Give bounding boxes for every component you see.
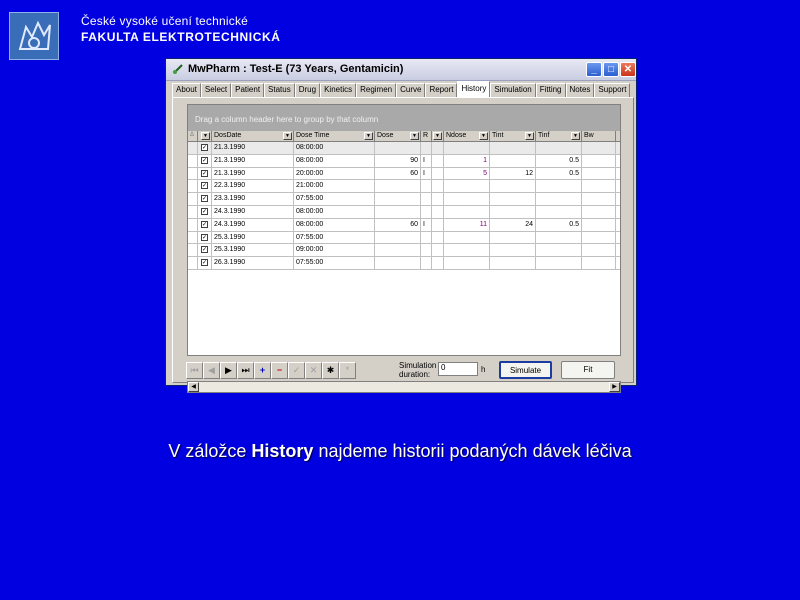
cell-tinf[interactable] <box>536 232 582 244</box>
row-checkbox[interactable]: ✓ <box>202 234 208 241</box>
table-row[interactable] <box>188 142 620 155</box>
cell-tinf[interactable] <box>536 180 582 192</box>
mwpharm-window <box>165 58 637 390</box>
cell-date[interactable]: 22.3.1990 <box>212 180 294 192</box>
cell-bw[interactable] <box>582 244 616 256</box>
column-dropdown-icon[interactable]: ▼ <box>479 132 488 140</box>
table-row[interactable] <box>188 155 620 168</box>
row-checkbox[interactable]: ✓ <box>202 145 208 151</box>
cell-tint[interactable] <box>490 180 536 192</box>
cell-tint[interactable] <box>490 155 536 167</box>
cell-bw[interactable] <box>582 193 616 205</box>
cell-tint[interactable] <box>490 232 536 244</box>
close-button[interactable]: ✕ <box>620 62 636 77</box>
window-title: MwPharm : Test-E (73 Years, Gentamicin) <box>188 63 404 75</box>
simulation-duration-input[interactable]: 0 <box>438 362 478 376</box>
tab-select[interactable]: Select <box>201 83 231 97</box>
cell-time[interactable]: 08:00:00 <box>294 155 375 167</box>
cell-time[interactable]: 07:55:00 <box>294 257 375 269</box>
row-checkbox-cell <box>198 142 212 154</box>
row-checkbox-cell <box>198 232 212 244</box>
tab-status[interactable]: Status <box>264 83 295 97</box>
scroll-left-icon[interactable]: ◀ <box>188 382 199 392</box>
next-record-icon[interactable]: ▶ <box>220 362 237 379</box>
cell-dose[interactable]: 90 <box>375 155 421 167</box>
cell-tint[interactable] <box>490 206 536 218</box>
group-by-area[interactable]: Drag a column header here to group by that column <box>188 105 620 131</box>
maximize-button[interactable]: □ <box>603 62 619 77</box>
cell-r[interactable] <box>421 142 432 154</box>
row-checkbox-cell <box>198 219 212 231</box>
column-dropdown-icon[interactable]: ▼ <box>410 132 419 140</box>
cell-spacer[interactable] <box>432 257 444 269</box>
cell-date[interactable]: 26.3.1990 <box>212 257 294 269</box>
cell-ndose[interactable] <box>444 142 490 154</box>
scroll-right-icon[interactable]: ▶ <box>609 382 620 392</box>
faculty-name: FAKULTA ELEKTROTECHNICKÁ <box>81 30 281 44</box>
cancel-edit-icon[interactable]: ✕ <box>305 362 322 379</box>
cell-spacer[interactable] <box>432 206 444 218</box>
table-row[interactable] <box>188 168 620 181</box>
cell-bw[interactable] <box>582 168 616 180</box>
tab-regimen[interactable]: Regimen <box>356 83 396 97</box>
cell-date[interactable]: 21.3.1990 <box>212 142 294 154</box>
simulate-button[interactable]: Simulate <box>499 361 552 379</box>
cell-spacer[interactable] <box>432 219 444 231</box>
column-dropdown-icon[interactable]: ▼ <box>433 132 442 140</box>
cell-time[interactable]: 08:00:00 <box>294 206 375 218</box>
cell-r[interactable] <box>421 193 432 205</box>
row-checkbox[interactable]: ✓ <box>202 208 208 215</box>
cell-time[interactable]: 21:00:00 <box>294 180 375 192</box>
row-checkbox[interactable]: ✓ <box>202 221 208 228</box>
column-dropdown-icon[interactable]: ▼ <box>525 132 534 140</box>
duration-unit: h <box>481 365 486 374</box>
app-icon <box>172 63 184 75</box>
cell-ndose[interactable] <box>444 257 490 269</box>
column-header-dosdate[interactable]: DosDate ▼ <box>212 131 294 142</box>
cell-dose[interactable]: 60 <box>375 219 421 231</box>
sort-indicator[interactable]: Δ <box>188 131 198 142</box>
table-row[interactable] <box>188 232 620 245</box>
tab-fitting[interactable]: Fitting <box>536 83 566 97</box>
row-indicator <box>188 180 198 192</box>
tab-report[interactable]: Report <box>425 83 457 97</box>
cell-bw[interactable] <box>582 219 616 231</box>
table-row[interactable] <box>188 257 620 270</box>
table-row[interactable] <box>188 244 620 257</box>
row-indicator <box>188 232 198 244</box>
table-row[interactable] <box>188 180 620 193</box>
tab-strip <box>172 83 630 97</box>
cell-time[interactable]: 09:00:00 <box>294 244 375 256</box>
cell-dose[interactable] <box>375 180 421 192</box>
cell-time[interactable]: 08:00:00 <box>294 219 375 231</box>
cell-bw[interactable] <box>582 257 616 269</box>
row-checkbox-cell <box>198 193 212 205</box>
cell-bw[interactable] <box>582 206 616 218</box>
grid-rows <box>188 142 620 270</box>
delete-record-icon[interactable]: − <box>271 362 288 379</box>
row-indicator <box>188 206 198 218</box>
cell-tinf[interactable] <box>536 257 582 269</box>
row-checkbox-cell <box>198 257 212 269</box>
tab-notes[interactable]: Notes <box>566 83 595 97</box>
table-row[interactable] <box>188 219 620 232</box>
cell-tinf[interactable] <box>536 244 582 256</box>
cell-tinf[interactable]: 0.5 <box>536 219 582 231</box>
column-header-r[interactable]: R <box>421 131 432 142</box>
cell-ndose[interactable] <box>444 244 490 256</box>
cell-tinf[interactable]: 0.5 <box>536 168 582 180</box>
cell-bw[interactable] <box>582 232 616 244</box>
cell-date[interactable]: 24.3.1990 <box>212 219 294 231</box>
cell-ndose[interactable]: 11 <box>444 219 490 231</box>
title-bar <box>166 59 636 81</box>
record-navigator <box>186 362 356 379</box>
row-checkbox[interactable]: ✓ <box>202 183 208 190</box>
row-indicator <box>188 155 198 167</box>
cell-tint[interactable] <box>490 257 536 269</box>
cell-dose[interactable] <box>375 193 421 205</box>
cell-time[interactable]: 07:55:00 <box>294 232 375 244</box>
row-checkbox-cell <box>198 168 212 180</box>
cell-r[interactable]: I <box>421 155 432 167</box>
cell-bw[interactable] <box>582 180 616 192</box>
cell-time[interactable]: 08:00:00 <box>294 142 375 154</box>
column-header-tinf[interactable]: Tinf ▼ <box>536 131 582 142</box>
post-edit-icon[interactable]: ✓ <box>288 362 305 379</box>
cell-tinf[interactable]: 0.5 <box>536 155 582 167</box>
tab-curve[interactable]: Curve <box>396 83 425 97</box>
cell-spacer[interactable] <box>432 244 444 256</box>
tab-simulation[interactable]: Simulation <box>490 83 535 97</box>
cell-bw[interactable] <box>582 155 616 167</box>
cell-tint[interactable]: 24 <box>490 219 536 231</box>
cell-date[interactable]: 23.3.1990 <box>212 193 294 205</box>
tab-drug[interactable]: Drug <box>295 83 320 97</box>
apply-filter-icon[interactable]: * <box>339 362 356 379</box>
slide-caption: V záložce History najdeme historii podaných dávek léčiva <box>168 441 632 461</box>
cell-dose[interactable] <box>375 142 421 154</box>
cell-time[interactable]: 07:55:00 <box>294 193 375 205</box>
cell-date[interactable]: 24.3.1990 <box>212 206 294 218</box>
cell-tint[interactable]: 12 <box>490 168 536 180</box>
cell-bw[interactable] <box>582 142 616 154</box>
column-dropdown-icon[interactable]: ▼ <box>571 132 580 140</box>
cell-r[interactable]: I <box>421 219 432 231</box>
table-row[interactable] <box>188 206 620 219</box>
caption-highlight: History <box>251 441 314 461</box>
university-logo <box>9 12 59 60</box>
row-indicator <box>188 257 198 269</box>
column-header-row <box>188 131 620 142</box>
cell-spacer[interactable] <box>432 232 444 244</box>
cell-r[interactable] <box>421 257 432 269</box>
cell-dose[interactable] <box>375 257 421 269</box>
column-header-bw[interactable]: Bw <box>582 131 616 142</box>
cell-date[interactable]: 25.3.1990 <box>212 232 294 244</box>
cell-spacer[interactable] <box>432 193 444 205</box>
row-checkbox-cell <box>198 244 212 256</box>
simulation-duration-label: Simulation duration: <box>399 361 437 379</box>
table-row[interactable] <box>188 193 620 206</box>
cell-r[interactable] <box>421 244 432 256</box>
row-indicator <box>188 219 198 231</box>
first-record-icon[interactable]: ⏮ <box>186 362 203 379</box>
cell-r[interactable] <box>421 232 432 244</box>
tab-support[interactable]: Support <box>594 83 630 97</box>
column-header-ndose[interactable]: Ndose ▼ <box>444 131 490 142</box>
row-checkbox-cell <box>198 155 212 167</box>
column-dropdown-icon[interactable]: ▼ <box>364 132 373 140</box>
column-dropdown-icon[interactable]: ▼ <box>201 132 210 140</box>
cell-tinf[interactable] <box>536 206 582 218</box>
row-indicator <box>188 193 198 205</box>
cell-dose[interactable] <box>375 232 421 244</box>
cell-r[interactable]: I <box>421 168 432 180</box>
tab-about[interactable]: About <box>172 83 201 97</box>
column-dropdown-icon[interactable]: ▼ <box>283 132 292 140</box>
cell-ndose[interactable] <box>444 232 490 244</box>
cell-time[interactable]: 20:00:00 <box>294 168 375 180</box>
cell-r[interactable] <box>421 180 432 192</box>
row-checkbox[interactable]: ✓ <box>202 170 208 177</box>
cell-tint[interactable] <box>490 244 536 256</box>
history-tab-page <box>172 97 634 390</box>
cell-ndose[interactable]: 5 <box>444 168 490 180</box>
prior-record-icon[interactable]: ◀ <box>203 362 220 379</box>
cell-dose[interactable] <box>375 244 421 256</box>
row-checkbox[interactable]: ✓ <box>202 196 208 203</box>
history-grid <box>187 104 621 356</box>
cell-tint[interactable] <box>490 142 536 154</box>
cell-date[interactable]: 25.3.1990 <box>212 244 294 256</box>
row-checkbox[interactable]: ✓ <box>202 260 208 267</box>
cell-r[interactable] <box>421 206 432 218</box>
insert-record-icon[interactable]: + <box>254 362 271 379</box>
cell-tinf[interactable] <box>536 193 582 205</box>
row-indicator <box>188 142 198 154</box>
row-checkbox[interactable]: ✓ <box>202 157 208 164</box>
row-checkbox-cell <box>198 180 212 192</box>
minimize-button[interactable]: _ <box>586 62 602 77</box>
row-checkbox[interactable]: ✓ <box>202 247 208 254</box>
cell-spacer[interactable] <box>432 168 444 180</box>
cell-ndose[interactable] <box>444 193 490 205</box>
column-header-dose-time[interactable]: Dose Time ▼ <box>294 131 375 142</box>
tab-history[interactable]: History <box>457 81 490 97</box>
refresh-data-icon[interactable]: ✱ <box>322 362 339 379</box>
last-record-icon[interactable]: ⏭ <box>237 362 254 379</box>
university-name: České vysoké učení technické <box>81 14 249 28</box>
cell-spacer[interactable] <box>432 142 444 154</box>
cell-ndose[interactable]: 1 <box>444 155 490 167</box>
cell-date[interactable]: 21.3.1990 <box>212 168 294 180</box>
column-header-dose[interactable]: Dose ▼ <box>375 131 421 142</box>
horizontal-scrollbar[interactable] <box>187 381 621 393</box>
cell-ndose[interactable] <box>444 180 490 192</box>
cell-spacer[interactable] <box>432 155 444 167</box>
cell-dose[interactable] <box>375 206 421 218</box>
column-header-r-dropdown[interactable] <box>432 131 444 142</box>
row-checkbox-cell <box>198 206 212 218</box>
check-column-header[interactable] <box>198 131 212 142</box>
row-indicator <box>188 244 198 256</box>
cell-spacer[interactable] <box>432 180 444 192</box>
cell-tinf[interactable] <box>536 142 582 154</box>
column-header-tint[interactable]: Tint ▼ <box>490 131 536 142</box>
cell-date[interactable]: 21.3.1990 <box>212 155 294 167</box>
cell-dose[interactable]: 60 <box>375 168 421 180</box>
cell-ndose[interactable] <box>444 206 490 218</box>
cell-tint[interactable] <box>490 193 536 205</box>
tab-patient[interactable]: Patient <box>231 83 264 97</box>
tab-kinetics[interactable]: Kinetics <box>320 83 356 97</box>
fit-button[interactable]: Fit <box>561 361 615 379</box>
row-indicator <box>188 168 198 180</box>
